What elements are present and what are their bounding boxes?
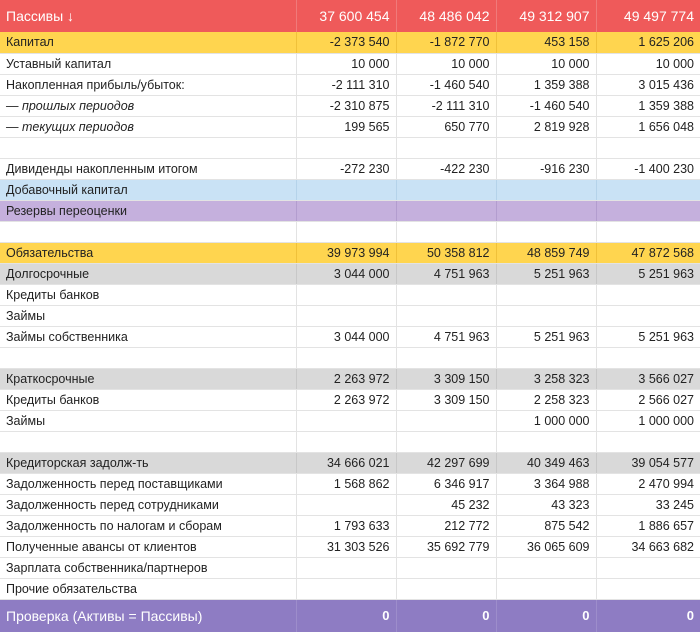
footer-check-row xyxy=(0,599,700,632)
row-value[interactable]: 2 566 027 xyxy=(596,389,700,410)
footer-value[interactable]: 0 xyxy=(296,599,396,632)
row-value[interactable]: 5 251 963 xyxy=(596,263,700,284)
row-value[interactable]: 650 770 xyxy=(396,116,496,137)
row-value[interactable]: 2 470 994 xyxy=(596,473,700,494)
row-value[interactable]: 4 751 963 xyxy=(396,263,496,284)
row-value[interactable]: 453 158 xyxy=(496,32,596,53)
row-value[interactable]: 40 349 463 xyxy=(496,452,596,473)
row-label[interactable]: Займы xyxy=(0,410,296,431)
row-label[interactable]: Задолженность перед поставщиками xyxy=(0,473,296,494)
row-empty xyxy=(0,221,700,242)
row-value[interactable]: 3 566 027 xyxy=(596,368,700,389)
row-value[interactable]: 1 000 000 xyxy=(496,410,596,431)
row-label[interactable]: Зарплата собственника/партнеров xyxy=(0,557,296,578)
row-liabilities xyxy=(0,242,700,263)
row-value[interactable]: 43 323 xyxy=(496,494,596,515)
row-value[interactable] xyxy=(296,431,396,452)
row-label[interactable]: Накопленная прибыль/убыток: xyxy=(0,74,296,95)
row-advances-received xyxy=(0,536,700,557)
row-label[interactable]: Займы xyxy=(0,305,296,326)
row-value[interactable]: 42 297 699 xyxy=(396,452,496,473)
row-value[interactable]: 36 065 609 xyxy=(496,536,596,557)
row-value[interactable]: -272 230 xyxy=(296,158,396,179)
row-value[interactable] xyxy=(396,221,496,242)
row-label[interactable]: Кредиторская задолж-ть xyxy=(0,452,296,473)
row-value[interactable]: 1 359 388 xyxy=(596,95,700,116)
row-value[interactable]: 199 565 xyxy=(296,116,396,137)
row-value[interactable]: -1 872 770 xyxy=(396,32,496,53)
row-authorized-capital xyxy=(0,53,700,74)
row-employees-debt xyxy=(0,494,700,515)
row-loans xyxy=(0,410,700,431)
row-short-term xyxy=(0,368,700,389)
row-value[interactable] xyxy=(296,410,396,431)
row-value[interactable]: -1 460 540 xyxy=(396,74,496,95)
row-value[interactable] xyxy=(496,305,596,326)
row-value[interactable]: 34 666 021 xyxy=(296,452,396,473)
row-value[interactable] xyxy=(296,179,396,200)
row-label[interactable] xyxy=(0,431,296,452)
row-value[interactable]: 10 000 xyxy=(496,53,596,74)
row-value[interactable]: 31 303 526 xyxy=(296,536,396,557)
row-taxes-debt xyxy=(0,515,700,536)
row-value[interactable] xyxy=(496,284,596,305)
row-value[interactable]: 2 263 972 xyxy=(296,368,396,389)
row-value[interactable] xyxy=(296,284,396,305)
row-capital xyxy=(0,32,700,53)
row-value[interactable]: 1 625 206 xyxy=(596,32,700,53)
header-row xyxy=(0,0,700,32)
row-retained-earnings xyxy=(0,74,700,95)
row-additional-capital xyxy=(0,179,700,200)
row-value[interactable] xyxy=(396,179,496,200)
footer-value[interactable]: 0 xyxy=(496,599,596,632)
row-value[interactable]: 39 973 994 xyxy=(296,242,396,263)
row-value[interactable] xyxy=(396,284,496,305)
row-value[interactable]: 10 000 xyxy=(596,53,700,74)
row-label[interactable]: — текущих периодов xyxy=(0,116,296,137)
row-value[interactable] xyxy=(396,410,496,431)
row-value[interactable]: 5 251 963 xyxy=(496,326,596,347)
row-label[interactable]: Кредиты банков xyxy=(0,284,296,305)
row-value[interactable] xyxy=(296,347,396,368)
row-value[interactable]: 1 793 633 xyxy=(296,515,396,536)
row-value[interactable] xyxy=(596,137,700,158)
header-value[interactable]: 37 600 454 xyxy=(296,0,396,32)
row-value[interactable]: 1 656 048 xyxy=(596,116,700,137)
header-value[interactable]: 49 312 907 xyxy=(496,0,596,32)
row-long-term xyxy=(0,263,700,284)
row-value[interactable]: 6 346 917 xyxy=(396,473,496,494)
row-value[interactable]: 3 309 150 xyxy=(396,368,496,389)
footer-value[interactable]: 0 xyxy=(596,599,700,632)
row-value[interactable] xyxy=(396,431,496,452)
row-empty xyxy=(0,431,700,452)
row-value[interactable]: 50 358 812 xyxy=(396,242,496,263)
header-value[interactable]: 49 497 774 xyxy=(596,0,700,32)
row-value[interactable]: 3 258 323 xyxy=(496,368,596,389)
row-value[interactable] xyxy=(596,347,700,368)
row-suppliers-debt xyxy=(0,473,700,494)
row-value[interactable] xyxy=(496,137,596,158)
row-label[interactable]: — прошлых периодов xyxy=(0,95,296,116)
row-value[interactable]: 34 663 682 xyxy=(596,536,700,557)
row-other-liabilities xyxy=(0,578,700,599)
row-label[interactable]: Краткосрочные xyxy=(0,368,296,389)
row-label[interactable]: Прочие обязательства xyxy=(0,578,296,599)
row-value[interactable]: 5 251 963 xyxy=(596,326,700,347)
row-value[interactable] xyxy=(596,578,700,599)
row-value[interactable]: 48 859 749 xyxy=(496,242,596,263)
row-value[interactable] xyxy=(396,200,496,221)
row-accounts-payable xyxy=(0,452,700,473)
row-label[interactable] xyxy=(0,221,296,242)
row-owner-salary xyxy=(0,557,700,578)
row-value[interactable]: -2 373 540 xyxy=(296,32,396,53)
row-value[interactable]: -1 400 230 xyxy=(596,158,700,179)
row-label[interactable]: Дивиденды накопленным итогом xyxy=(0,158,296,179)
row-value[interactable]: 212 772 xyxy=(396,515,496,536)
footer-value[interactable]: 0 xyxy=(396,599,496,632)
row-value[interactable] xyxy=(496,347,596,368)
row-value[interactable]: 3 044 000 xyxy=(296,263,396,284)
row-value[interactable]: 4 751 963 xyxy=(396,326,496,347)
row-value[interactable] xyxy=(596,179,700,200)
row-value[interactable] xyxy=(296,305,396,326)
row-value[interactable] xyxy=(596,284,700,305)
row-dividends xyxy=(0,158,700,179)
row-revaluation-reserves xyxy=(0,200,700,221)
row-value[interactable] xyxy=(296,557,396,578)
row-label[interactable]: Резервы переоценки xyxy=(0,200,296,221)
row-label[interactable]: Задолженность по налогам и сборам xyxy=(0,515,296,536)
row-value[interactable]: 35 692 779 xyxy=(396,536,496,557)
row-label[interactable] xyxy=(0,347,296,368)
row-value[interactable] xyxy=(496,431,596,452)
row-label[interactable]: Капитал xyxy=(0,32,296,53)
row-value[interactable] xyxy=(296,200,396,221)
row-label[interactable]: Кредиты банков xyxy=(0,389,296,410)
row-value[interactable]: 47 872 568 xyxy=(596,242,700,263)
row-value[interactable]: 1 000 000 xyxy=(596,410,700,431)
row-value[interactable] xyxy=(596,305,700,326)
row-value[interactable]: -916 230 xyxy=(496,158,596,179)
row-label[interactable] xyxy=(0,137,296,158)
row-value[interactable]: 10 000 xyxy=(396,53,496,74)
row-value[interactable]: 2 819 928 xyxy=(496,116,596,137)
row-empty xyxy=(0,347,700,368)
row-value[interactable] xyxy=(296,578,396,599)
row-label[interactable]: Займы собственника xyxy=(0,326,296,347)
row-value[interactable] xyxy=(396,305,496,326)
row-loans xyxy=(0,305,700,326)
row-value[interactable]: 2 258 323 xyxy=(496,389,596,410)
row-value[interactable]: 3 364 988 xyxy=(496,473,596,494)
row-value[interactable]: 5 251 963 xyxy=(496,263,596,284)
footer-label[interactable]: Проверка (Активы = Пассивы) xyxy=(0,599,296,632)
row-bank-loans xyxy=(0,284,700,305)
row-value[interactable] xyxy=(496,179,596,200)
row-value[interactable]: -1 460 540 xyxy=(496,95,596,116)
row-value[interactable] xyxy=(596,557,700,578)
header-value[interactable]: 48 486 042 xyxy=(396,0,496,32)
row-value[interactable] xyxy=(396,137,496,158)
row-value[interactable] xyxy=(496,200,596,221)
row-value[interactable]: 1 886 657 xyxy=(596,515,700,536)
row-value[interactable] xyxy=(296,137,396,158)
row-value[interactable]: 33 245 xyxy=(596,494,700,515)
row-value[interactable] xyxy=(296,221,396,242)
row-value[interactable]: -422 230 xyxy=(396,158,496,179)
row-value[interactable]: -2 111 310 xyxy=(296,74,396,95)
row-value[interactable] xyxy=(496,221,596,242)
row-value[interactable]: 875 542 xyxy=(496,515,596,536)
row-label[interactable]: Задолженность перед сотрудниками xyxy=(0,494,296,515)
row-value[interactable]: 39 054 577 xyxy=(596,452,700,473)
row-label[interactable]: Уставный капитал xyxy=(0,53,296,74)
row-value[interactable]: -2 111 310 xyxy=(396,95,496,116)
row-value[interactable] xyxy=(396,347,496,368)
row-value[interactable]: 3 044 000 xyxy=(296,326,396,347)
row-value[interactable]: 1 568 862 xyxy=(296,473,396,494)
row-value[interactable]: 2 263 972 xyxy=(296,389,396,410)
row-value[interactable]: 10 000 xyxy=(296,53,396,74)
row-value[interactable] xyxy=(496,557,596,578)
row-value[interactable]: 3 309 150 xyxy=(396,389,496,410)
row-label[interactable]: Обязательства xyxy=(0,242,296,263)
header-label[interactable]: Пассивы ↓ xyxy=(0,0,296,32)
row-past-periods xyxy=(0,95,700,116)
row-value[interactable] xyxy=(396,557,496,578)
row-bank-loans xyxy=(0,389,700,410)
row-value[interactable] xyxy=(596,221,700,242)
row-value[interactable] xyxy=(596,431,700,452)
row-label[interactable]: Полученные авансы от клиентов xyxy=(0,536,296,557)
row-label[interactable]: Долгосрочные xyxy=(0,263,296,284)
row-value[interactable] xyxy=(496,578,596,599)
row-value[interactable] xyxy=(396,578,496,599)
row-current-periods xyxy=(0,116,700,137)
row-empty xyxy=(0,137,700,158)
row-value[interactable]: 45 232 xyxy=(396,494,496,515)
row-value[interactable]: -2 310 875 xyxy=(296,95,396,116)
row-value[interactable]: 3 015 436 xyxy=(596,74,700,95)
row-value[interactable] xyxy=(296,494,396,515)
row-label[interactable]: Добавочный капитал xyxy=(0,179,296,200)
row-value[interactable]: 1 359 388 xyxy=(496,74,596,95)
row-value[interactable] xyxy=(596,200,700,221)
row-owner-loans xyxy=(0,326,700,347)
